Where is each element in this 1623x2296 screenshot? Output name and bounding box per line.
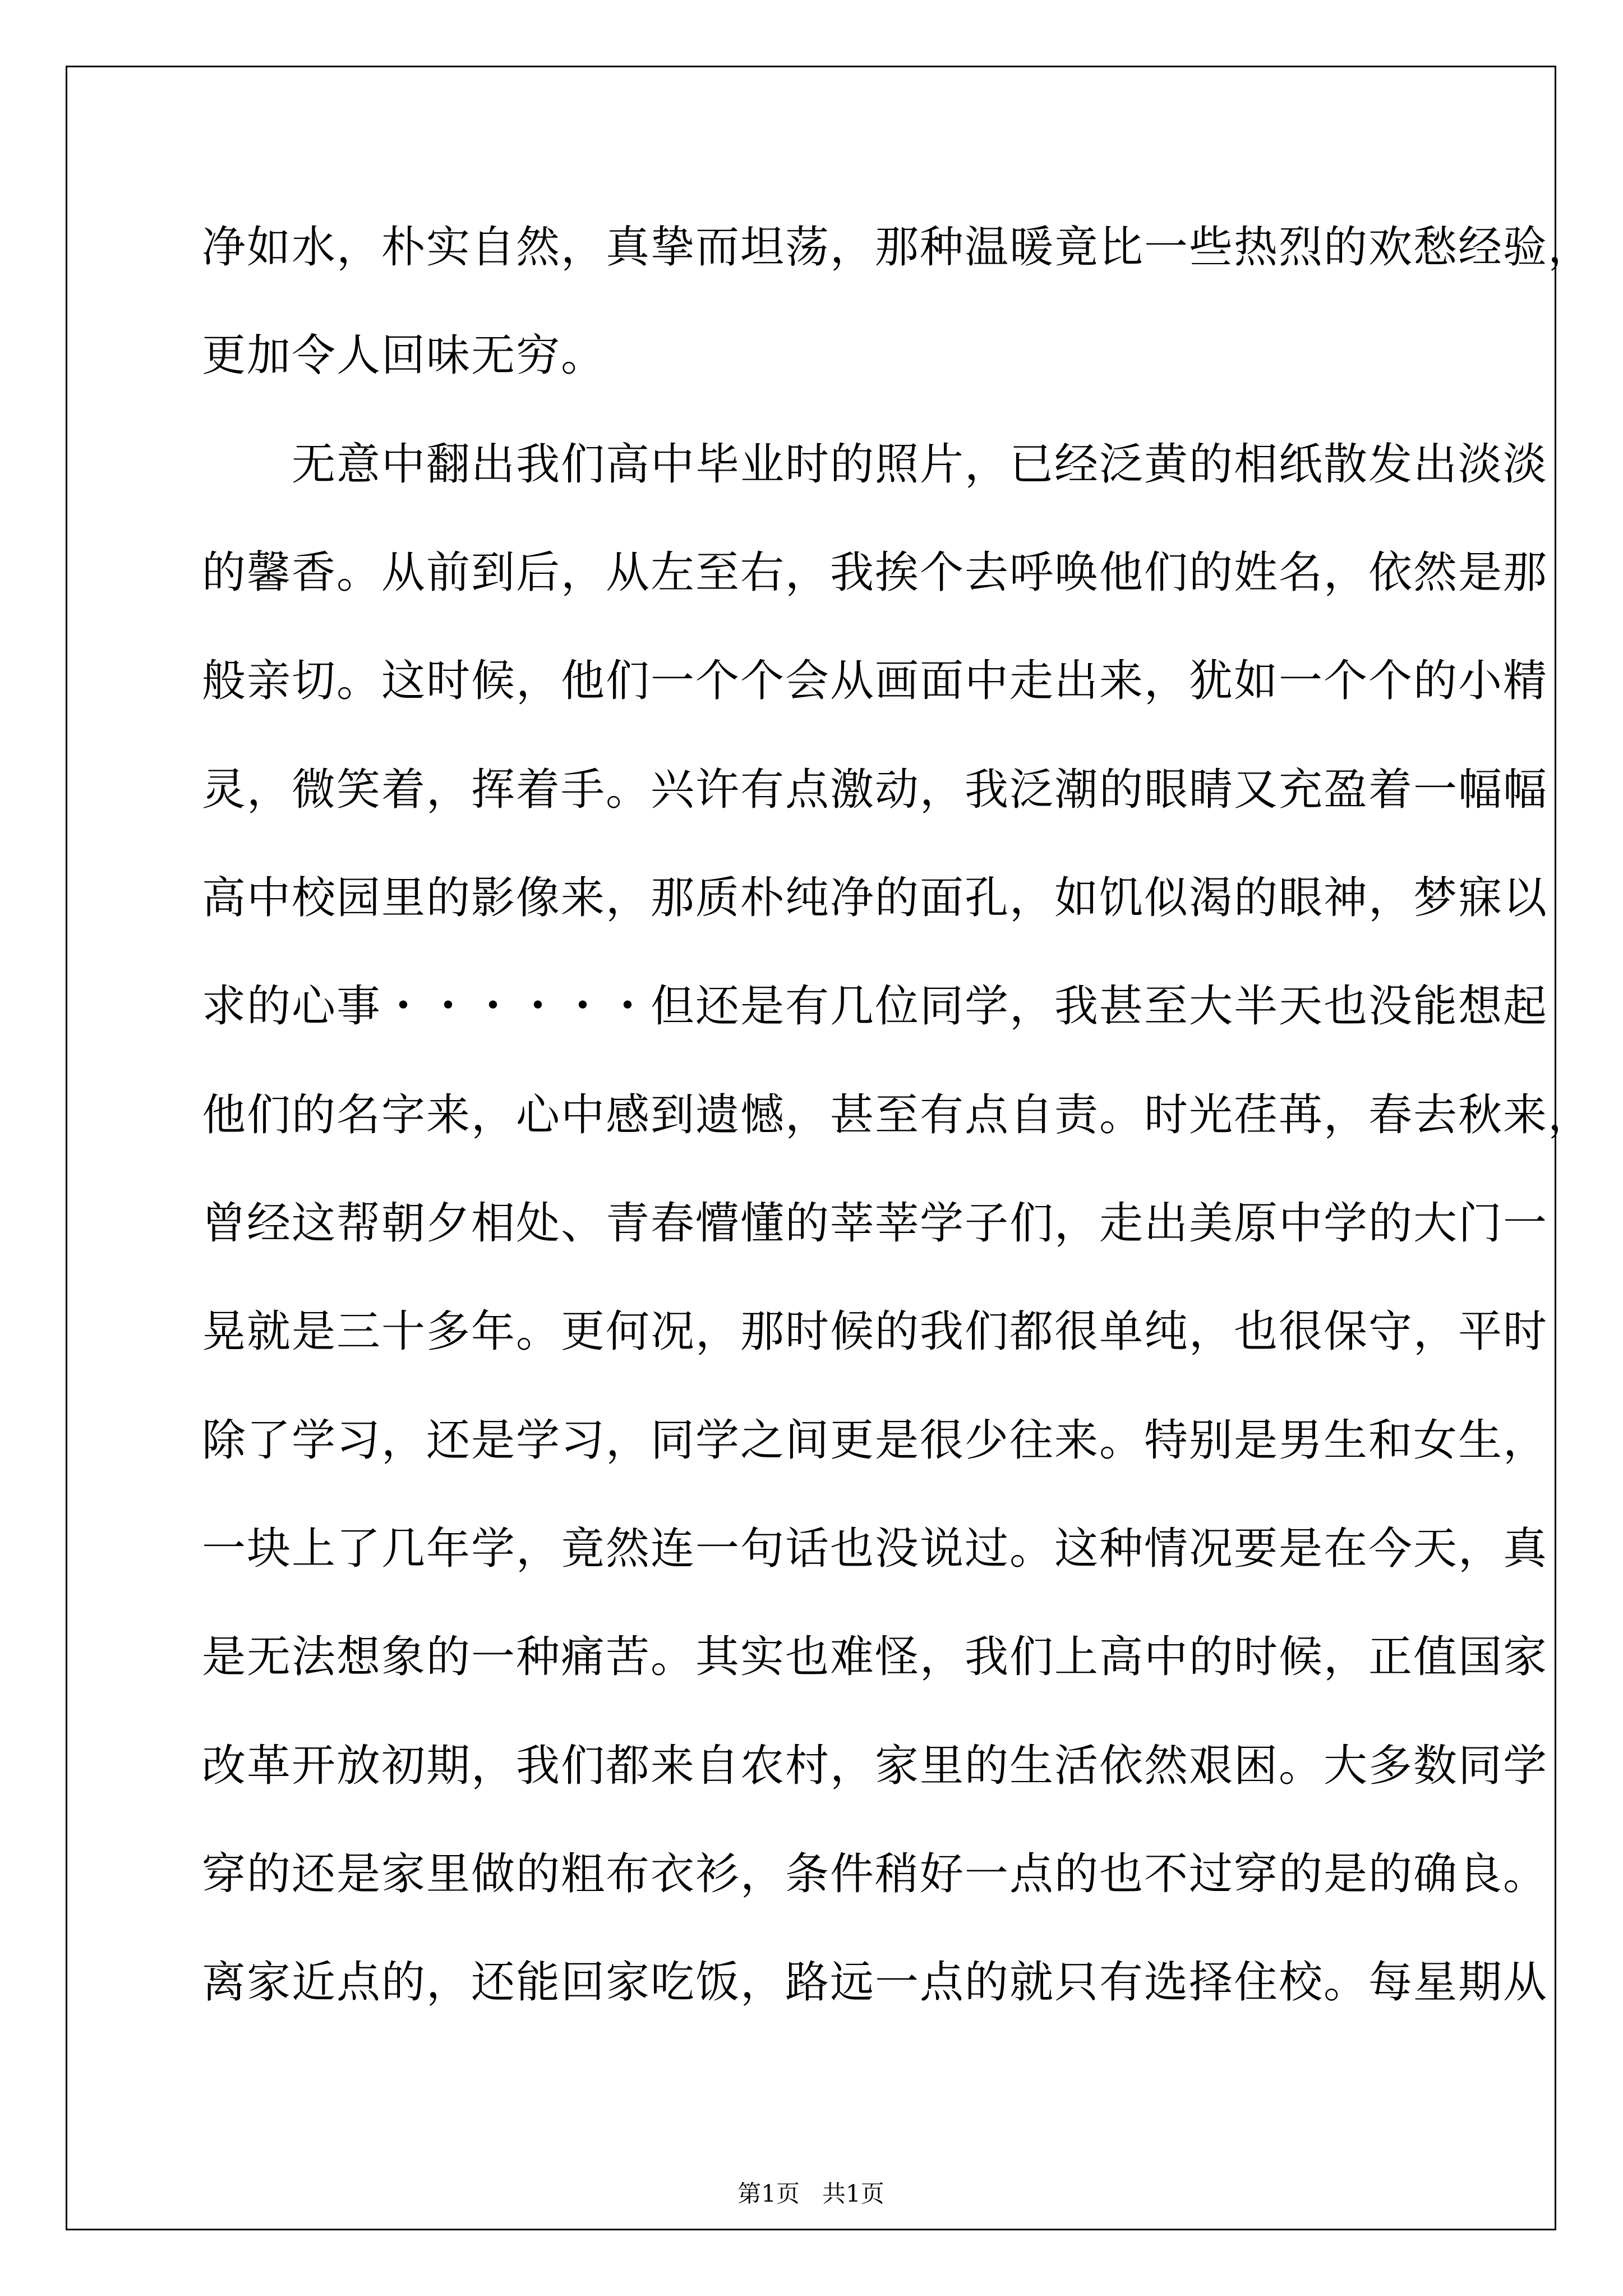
text-line: 更加令人回味无穷。 xyxy=(202,330,606,381)
text-line: 曾经这帮朝夕相处、青春懵懂的莘莘学子们，走出美原中学的大门一 xyxy=(202,1198,1548,1249)
text-line: 灵，微笑着，挥着手。兴许有点激动，我泛潮的眼睛又充盈着一幅幅 xyxy=(202,765,1548,815)
text-line: 求的心事・・・・・・但还是有几位同学，我甚至大半天也没能想起 xyxy=(202,981,1548,1032)
text-line: 离家近点的，还能回家吃饭，路远一点的就只有选择住校。每星期从 xyxy=(202,1957,1548,2008)
text-line: 晃就是三十多年。更何况，那时候的我们都很单纯，也很保守，平时 xyxy=(202,1306,1548,1357)
text-line: 是无法想象的一种痛苦。其实也难怪，我们上高中的时候，正值国家 xyxy=(202,1632,1548,1682)
text-line: 般亲切。这时候，他们一个个会从画面中走出来，犹如一个个的小精 xyxy=(202,656,1548,706)
text-line: 一块上了几年学，竟然连一句话也没说过。这种情况要是在今天，真 xyxy=(202,1524,1548,1574)
text-line: 高中校园里的影像来，那质朴纯净的面孔，如饥似渴的眼神，梦寐以 xyxy=(202,873,1548,923)
text-line: 净如水，朴实自然，真挚而坦荡，那种温暖竟比一些热烈的欢愁经验， xyxy=(202,222,1593,273)
text-line: 除了学习，还是学习，同学之间更是很少往来。特别是男生和女生， xyxy=(202,1415,1548,1466)
text-line: 他们的名字来，心中感到遗憾，甚至有点自责。时光荏苒，春去秋来， xyxy=(202,1090,1593,1140)
page-footer xyxy=(67,2175,1555,2209)
text-line: 穿的还是家里做的粗布衣衫，条件稍好一点的也不过穿的是的确良。 xyxy=(202,1849,1548,1899)
page-total: 共1页 xyxy=(822,2180,884,2207)
text-line: 的馨香。从前到后，从左至右，我挨个去呼唤他们的姓名，依然是那 xyxy=(202,547,1548,598)
text-line: 改革开放初期，我们都来自农村，家里的生活依然艰困。大多数同学 xyxy=(202,1741,1548,1791)
body-text xyxy=(67,67,1593,2229)
text-line: 无意中翻出我们高中毕业时的照片，已经泛黄的相纸散发出淡淡 xyxy=(202,439,1548,490)
page-border xyxy=(66,66,1593,2230)
page-number: 第1页 xyxy=(737,2180,800,2207)
